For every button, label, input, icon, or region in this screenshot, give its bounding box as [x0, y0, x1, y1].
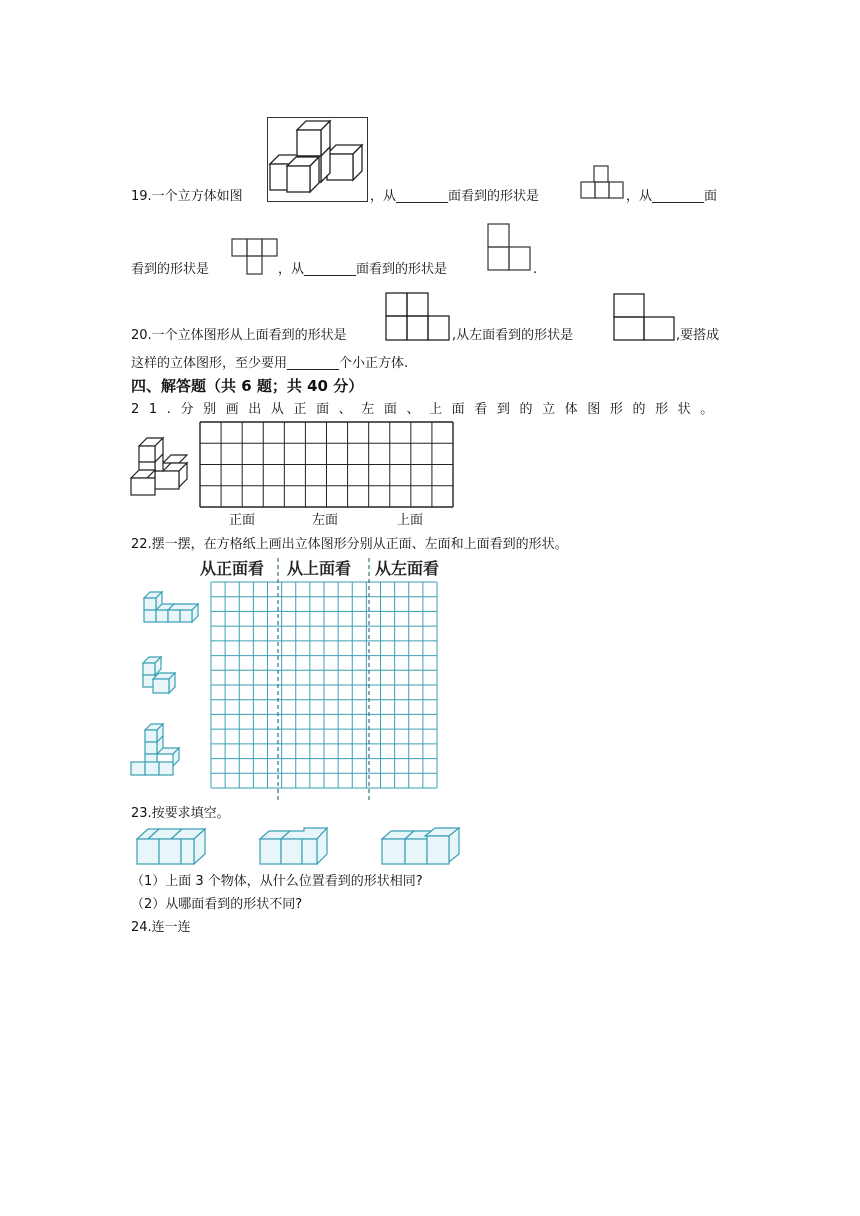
q24-text: 24.连一连	[131, 920, 191, 935]
q22-drawing-grid	[209, 580, 439, 800]
q23-solid-2	[259, 826, 334, 868]
section-4-title: 四、解答题（共 6 题；共 40 分）	[131, 377, 364, 395]
q22-solid-1	[138, 590, 202, 634]
q22-header-left: 从左面看	[375, 559, 440, 578]
q23-sub2: （2）从哪面看到的形状不同?	[131, 897, 303, 912]
q21-drawing-grid	[199, 421, 454, 508]
q19-line1-a: 19.一个立方体如图	[131, 189, 243, 204]
q19-line2-b: ，从________面看到的形状是	[278, 262, 448, 277]
q19-line2-a: 看到的形状是	[131, 262, 210, 277]
q22-header-front: 从正面看	[200, 559, 265, 578]
q20-line2: 这样的立体图形，至少要用________个小正方体.	[131, 356, 409, 371]
q19-view-shape-3	[487, 223, 531, 271]
q23-solid-3	[381, 826, 463, 868]
q21-label-top: 上面	[397, 513, 424, 528]
q23-text: 23.按要求填空。	[131, 806, 230, 821]
q22-text: 22.摆一摆，在方格纸上画出立体图形分别从正面、左面和上面看到的形状。	[131, 537, 568, 552]
q19-view-shape-1	[580, 165, 625, 200]
q22-solid-3	[129, 722, 185, 778]
q21-label-left: 左面	[312, 513, 339, 528]
q20-line1-a: 20.一个立体图形从上面看到的形状是	[131, 328, 347, 343]
q19-view-shape-2	[231, 238, 279, 276]
q23-sub1: （1）上面 3 个物体，从什么位置看到的形状相同?	[131, 874, 423, 889]
q19-line1-c: ，从________面	[626, 189, 718, 204]
q22-solid-2	[140, 656, 180, 700]
q20-line1-c: ,要搭成	[676, 328, 720, 343]
q19-line2-c: .	[533, 262, 538, 277]
q20-left-view-shape	[613, 293, 675, 342]
q22-header-top: 从上面看	[287, 559, 352, 578]
q19-solid-figure	[267, 117, 369, 202]
q22-separator-2	[368, 558, 372, 802]
q20-top-view-shape	[385, 292, 451, 342]
q21-text: 21.分别画出从正面、左面、上面看到的立体图形的形状。	[131, 402, 723, 417]
q22-separator-1	[277, 558, 281, 802]
q21-solid-figure	[130, 438, 188, 498]
q19-line1-b: ，从________面看到的形状是	[370, 189, 540, 204]
q22-grid-headers	[195, 556, 455, 580]
q23-solid-1	[136, 826, 211, 868]
q20-line1-b: ,从左面看到的形状是	[452, 328, 574, 343]
q21-label-front: 正面	[229, 513, 256, 528]
